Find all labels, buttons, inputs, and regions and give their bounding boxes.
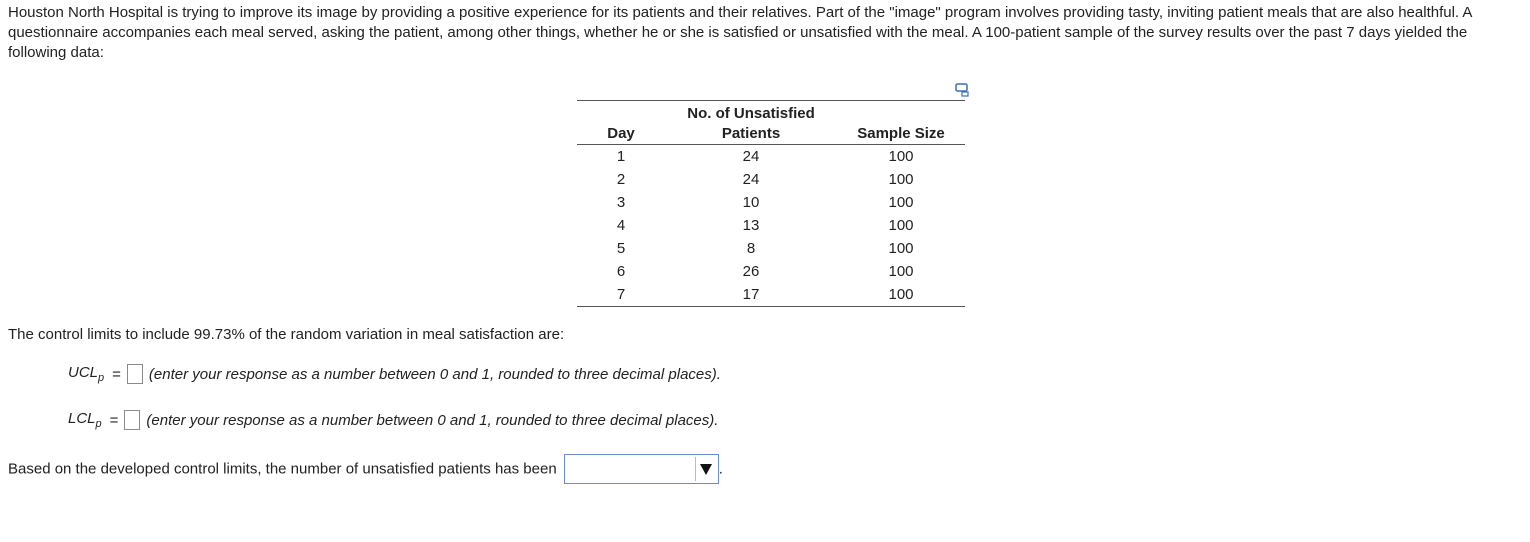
- table-row: [577, 168, 965, 191]
- cell-sample-size: 100: [888, 194, 914, 211]
- survey-data-table: [577, 100, 965, 307]
- cell-unsatisfied: 24: [742, 148, 760, 165]
- lcl-equals: =: [109, 411, 119, 429]
- header-unsatisfied-line2: Patients: [721, 125, 781, 142]
- problem-intro: Houston North Hospital is trying to improve its image by providing a positive experience for its patients and their relatives. Part of the "image" program involves providing tasty, inviting patient meals that are also healthful. A questionnaire accompanies each meal served, asking the patient, among other things, whether he or she is satisfied or unsatisfied with the meal. A 100-patient sample of the survey results over the past 7 days yielded the following data:: [8, 4, 1472, 61]
- lcl-label-main: LCL: [68, 410, 96, 427]
- lcl-answer-input[interactable]: [124, 410, 140, 430]
- cell-sample-size: 100: [888, 286, 914, 303]
- copy-to-clipboard-icon[interactable]: [955, 83, 971, 97]
- table-row: [577, 283, 965, 307]
- conclusion-row: [8, 454, 723, 484]
- dropdown-arrow-icon[interactable]: [695, 457, 716, 481]
- header-sample-size: Sample Size: [837, 101, 965, 145]
- cell-day: 3: [616, 194, 626, 211]
- table-header-row: [577, 101, 965, 145]
- lcl-label-sub: p: [95, 418, 102, 430]
- ucl-label-sub: p: [98, 372, 105, 384]
- lcl-hint: (enter your response as a number between 0 and 1, rounded to three decimal places).: [146, 411, 719, 429]
- conclusion-text: Based on the developed control limits, the number of unsatisfied patients has been: [8, 460, 557, 478]
- table-row: [577, 214, 965, 237]
- control-limits-statement: The control limits to include 99.73% of the random variation in meal satisfaction are:: [8, 326, 565, 343]
- table-row: [577, 191, 965, 214]
- table-row: [577, 237, 965, 260]
- ucl-label: [68, 364, 104, 384]
- cell-day: 2: [616, 171, 626, 188]
- cell-sample-size: 100: [888, 171, 914, 188]
- cell-day: 6: [616, 263, 626, 280]
- ucl-equals: =: [112, 365, 121, 383]
- cell-sample-size: 100: [888, 263, 914, 280]
- cell-unsatisfied: 13: [742, 217, 760, 234]
- cell-sample-size: 100: [888, 217, 914, 234]
- ucl-answer-input[interactable]: [127, 364, 143, 384]
- cell-day: 5: [616, 240, 626, 257]
- cell-unsatisfied: 8: [746, 240, 756, 257]
- header-unsatisfied: [665, 101, 837, 145]
- table-row: [577, 145, 965, 169]
- conclusion-dropdown[interactable]: [564, 454, 719, 484]
- cell-day: 4: [616, 217, 626, 234]
- lcl-label: [68, 410, 102, 430]
- header-unsatisfied-line1: No. of Unsatisfied: [687, 105, 815, 122]
- cell-day: 1: [616, 148, 626, 165]
- cell-sample-size: 100: [888, 240, 914, 257]
- ucl-row: [68, 364, 721, 384]
- table-row: [577, 260, 965, 283]
- conclusion-period: .: [718, 460, 723, 478]
- cell-day: 7: [616, 286, 626, 303]
- ucl-label-main: UCL: [68, 364, 99, 381]
- cell-unsatisfied: 26: [742, 263, 760, 280]
- cell-unsatisfied: 24: [742, 171, 760, 188]
- lcl-row: [68, 410, 718, 430]
- cell-unsatisfied: 17: [742, 286, 760, 303]
- cell-unsatisfied: 10: [742, 194, 760, 211]
- ucl-hint: (enter your response as a number between 0 and 1, rounded to three decimal places).: [148, 365, 721, 383]
- header-day: Day: [577, 101, 665, 145]
- cell-sample-size: 100: [888, 148, 914, 165]
